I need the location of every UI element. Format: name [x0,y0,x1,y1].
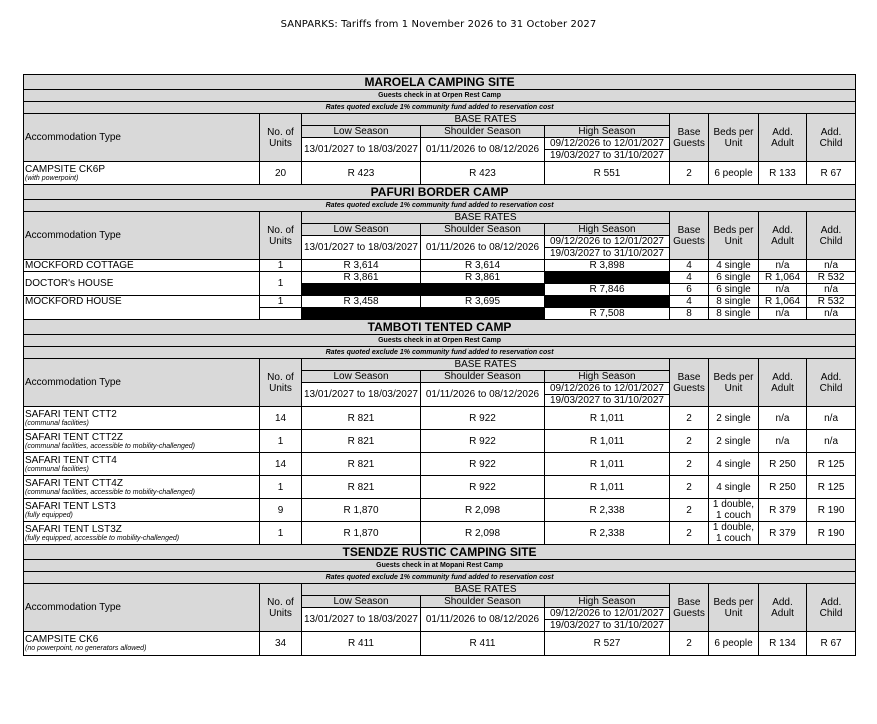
add-adult-cell: R 250 [759,476,807,499]
add-child-cell: n/a [807,308,856,320]
add-adult-cell: R 134 [759,632,807,656]
header-unit: Unit [724,382,743,394]
header-child: Child [819,607,843,619]
header-no-of: No. of [267,596,294,608]
base-guests-cell: 2 [670,162,709,185]
accommodation-note: (communal facilities, accessible to mobility-challenged) [25,442,196,450]
base-guests-cell: 2 [670,522,709,545]
low-rate-cell: R 821 [302,453,421,476]
header-accommodation-type: Accommodation Type [24,584,260,632]
header-shoulder-season: Shoulder Season [421,371,545,383]
header-accommodation-type: Accommodation Type [24,212,260,260]
shoulder-rate-cell: R 423 [421,162,545,185]
header-add-child [807,212,856,260]
header-add: Add. [820,371,842,383]
high-rate-cell: R 1,011 [545,407,670,430]
add-adult-cell: n/a [759,260,807,272]
add-adult-cell: R 379 [759,522,807,545]
add-adult-cell: n/a [759,284,807,296]
shoulder-rate-cell: R 3,695 [421,296,545,308]
beds-cell: 6 single [709,272,759,284]
rates-note-row [24,200,856,212]
header-base-rates: BASE RATES [302,359,670,371]
header-low-season: Low Season [302,126,421,138]
rates-note-row [24,347,856,359]
low-rate-cell: R 411 [302,632,421,656]
section-title-row [24,75,856,90]
base-guests-cell: 2 [670,476,709,499]
header-beds-per: Beds per [713,126,754,138]
section-title-row [24,320,856,335]
tariff-table [23,74,856,656]
add-adult-cell: n/a [759,308,807,320]
header-base: Base [677,126,701,138]
add-adult-cell: R 133 [759,162,807,185]
header-no-of-units [260,584,302,632]
beds-value: 6 people [714,167,753,179]
header-high-season: High Season [545,224,670,236]
header-adult: Adult [771,137,794,149]
shoulder-rate-cell: R 922 [421,453,545,476]
base-guests-cell: 2 [670,632,709,656]
low-rate-cell: R 3,458 [302,296,421,308]
header-beds-per: Beds per [713,371,754,383]
checkin-row [24,90,856,102]
accommodation-row [24,499,856,522]
header-base-guests [670,114,709,162]
blacked-out-cell [302,308,421,320]
header-shoulder-season: Shoulder Season [421,224,545,236]
accommodation-name-cell [24,522,260,545]
checkin-note: Guests check in at Orpen Rest Camp [24,90,856,102]
accommodation-note: (communal facilities) [25,419,89,427]
shoulder-rate-cell: R 922 [421,430,545,453]
units-cell: 1 [260,476,302,499]
high-rate-cell: R 1,011 [545,430,670,453]
header-unit: Unit [724,607,743,619]
shoulder-rate-cell: R 922 [421,476,545,499]
shoulder-rate-cell: R 922 [421,407,545,430]
accommodation-note: (communal facilities, accessible to mobility-challenged) [25,488,196,496]
base-guests-cell: 8 [670,308,709,320]
units-cell: 1 [260,296,302,308]
add-child-cell: n/a [807,407,856,430]
shoulder-rate-cell: R 3,861 [421,272,545,284]
rates-note: Rates quoted exclude 1% community fund added to reservation cost [24,347,856,359]
add-adult-cell: R 250 [759,453,807,476]
beds-value: 6 people [714,638,753,649]
beds-cell [709,407,759,430]
blacked-out-cell [545,296,670,308]
accommodation-name: CAMPSITE CK6 [25,634,99,645]
high-dates-2: 19/03/2027 to 31/10/2027 [550,620,664,631]
header-base-guests [670,359,709,407]
accommodation-note: (fully equipped, accessible to mobility-challenged) [25,534,180,542]
section-title: PAFURI BORDER CAMP [24,185,856,200]
header-add-child [807,359,856,407]
beds-cell: 8 single [709,296,759,308]
header-high-season: High Season [545,126,670,138]
header-add-adult [759,584,807,632]
accommodation-note: (fully equipped) [25,511,73,519]
accommodation-row [24,453,856,476]
header-add: Add. [820,596,842,608]
accommodation-name: MOCKFORD COTTAGE [24,260,260,272]
accommodation-row [24,430,856,453]
high-dates-1: 09/12/2026 to 12/01/2027 [550,236,664,247]
header-add-child [807,114,856,162]
high-rate-cell: R 3,898 [545,260,670,272]
units-cell: 14 [260,453,302,476]
accommodation-name: SAFARI TENT LST3 [25,500,116,512]
accommodation-name: CAMPSITE CK6P [25,163,106,175]
header-base-rates: BASE RATES [302,584,670,596]
header-add: Add. [820,126,842,138]
header-add-adult [759,359,807,407]
section-title: TSENDZE RUSTIC CAMPING SITE [24,545,856,560]
shoulder-rate-cell: R 3,614 [421,260,545,272]
section-title: MAROELA CAMPING SITE [24,75,856,90]
add-child-cell: R 532 [807,296,856,308]
accommodation-name: SAFARI TENT CTT4 [25,454,117,466]
header-add: Add. [772,224,793,236]
accommodation-name-cell [24,476,260,499]
accommodation-name: DOCTOR's HOUSE [24,272,260,296]
header-guests: Guests [673,382,705,394]
header-base-guests [670,212,709,260]
header-adult: Adult [771,382,794,394]
accommodation-row [24,296,856,308]
add-child-cell: R 67 [807,162,856,185]
units-cell: 34 [260,632,302,656]
accommodation-note: (no powerpoint, no generators allowed) [25,645,147,652]
header-no-of: No. of [267,224,294,236]
header-units: Units [269,607,292,619]
accommodation-note: (communal facilities) [25,465,89,473]
rates-note-row [24,572,856,584]
header-high-dates [545,383,670,407]
checkin-row [24,560,856,572]
header-accommodation-type: Accommodation Type [24,359,260,407]
low-rate-cell: R 821 [302,430,421,453]
base-guests-cell: 4 [670,260,709,272]
accommodation-name-cell [24,499,260,522]
accommodation-name: MOCKFORD HOUSE [24,296,260,320]
add-child-cell: R 125 [807,476,856,499]
header-beds-per: Beds per [713,596,754,608]
header-shoulder-season: Shoulder Season [421,126,545,138]
shoulder-rate-cell: R 411 [421,632,545,656]
beds-cell [709,162,759,185]
beds-value: 2 single [716,435,751,447]
add-adult-cell: n/a [759,430,807,453]
beds-line-1: 1 double, [712,522,755,533]
header-guests: Guests [673,137,705,149]
beds-line-1: 1 double, [712,499,755,510]
header-units: Units [269,137,292,149]
header-beds-per-unit [709,584,759,632]
header-low-season: Low Season [302,596,421,608]
header-add: Add. [820,224,842,236]
accommodation-row [24,260,856,272]
header-add: Add. [772,126,793,138]
add-adult-cell: R 1,064 [759,296,807,308]
low-rate-cell: R 1,870 [302,522,421,545]
rates-note: Rates quoted exclude 1% community fund added to reservation cost [24,102,856,114]
header-adult: Adult [771,235,794,247]
low-rate-cell: R 1,870 [302,499,421,522]
high-rate-cell: R 551 [545,162,670,185]
blacked-out-cell [421,308,545,320]
header-shoulder-dates: 01/11/2026 to 08/12/2026 [421,138,545,162]
accommodation-row [24,272,856,284]
beds-cell [709,430,759,453]
header-base: Base [677,596,701,608]
accommodation-name-cell [24,632,260,656]
beds-cell: 6 single [709,284,759,296]
accommodation-name-cell [24,453,260,476]
header-child: Child [819,137,843,149]
header-beds-per: Beds per [713,224,754,236]
high-rate-cell: R 1,011 [545,453,670,476]
header-beds-per-unit [709,114,759,162]
header-guests: Guests [673,235,705,247]
high-rate-cell: R 527 [545,632,670,656]
header-row-top [24,212,856,224]
accommodation-note: (with powerpoint) [25,174,79,182]
accommodation-name: SAFARI TENT CTT2Z [25,431,123,443]
checkin-note: Guests check in at Mopani Rest Camp [24,560,856,572]
beds-value: 2 single [716,412,751,424]
header-add-child [807,584,856,632]
add-adult-cell: R 1,064 [759,272,807,284]
units-cell: 20 [260,162,302,185]
high-dates-1: 09/12/2026 to 12/01/2027 [550,138,664,149]
header-add-adult [759,114,807,162]
header-accommodation-type: Accommodation Type [24,114,260,162]
header-high-dates [545,236,670,260]
header-units: Units [269,382,292,394]
base-guests-cell: 2 [670,499,709,522]
rates-note: Rates quoted exclude 1% community fund added to reservation cost [24,572,856,584]
accommodation-row [24,407,856,430]
add-adult-cell: n/a [759,407,807,430]
units-cell: 1 [260,272,302,296]
header-child: Child [819,235,843,247]
high-rate-cell: R 2,338 [545,522,670,545]
accommodation-name: SAFARI TENT CTT2 [25,408,117,420]
accommodation-row [24,162,856,185]
base-guests-cell: 4 [670,272,709,284]
header-shoulder-season: Shoulder Season [421,596,545,608]
accommodation-row [24,522,856,545]
low-rate-cell: R 3,614 [302,260,421,272]
header-shoulder-dates: 01/11/2026 to 08/12/2026 [421,608,545,632]
high-rate-cell: R 7,508 [545,308,670,320]
header-low-dates: 13/01/2027 to 18/03/2027 [302,383,421,407]
blacked-out-cell [302,284,421,296]
header-low-dates: 13/01/2027 to 18/03/2027 [302,608,421,632]
units-cell: 1 [260,522,302,545]
add-child-cell: R 125 [807,453,856,476]
header-no-of-units [260,212,302,260]
header-low-season: Low Season [302,371,421,383]
high-rate-cell: R 1,011 [545,476,670,499]
beds-cell [709,453,759,476]
header-beds-per-unit [709,359,759,407]
accommodation-name: SAFARI TENT LST3Z [25,523,122,535]
header-units: Units [269,235,292,247]
header-no-of-units [260,359,302,407]
beds-cell: 4 single [709,260,759,272]
beds-cell [709,632,759,656]
add-child-cell: n/a [807,284,856,296]
shoulder-rate-cell: R 2,098 [421,522,545,545]
high-rate-cell: R 7,846 [545,284,670,296]
beds-cell [709,522,759,545]
header-no-of: No. of [267,371,294,383]
accommodation-name-cell [24,162,260,185]
low-rate-cell: R 821 [302,476,421,499]
beds-value: 4 single [716,481,751,493]
high-dates-2: 19/03/2027 to 31/10/2027 [550,395,664,406]
beds-cell [709,499,759,522]
accommodation-name-cell [24,430,260,453]
header-base: Base [677,371,701,383]
rates-note: Rates quoted exclude 1% community fund added to reservation cost [24,200,856,212]
low-rate-cell: R 3,861 [302,272,421,284]
header-low-dates: 13/01/2027 to 18/03/2027 [302,236,421,260]
low-rate-cell: R 423 [302,162,421,185]
header-base-rates: BASE RATES [302,114,670,126]
high-dates-1: 09/12/2026 to 12/01/2027 [550,383,664,394]
low-rate-cell: R 821 [302,407,421,430]
beds-line-2: 1 couch [715,533,752,544]
base-guests-cell: 6 [670,284,709,296]
header-row-top [24,359,856,371]
header-shoulder-dates: 01/11/2026 to 08/12/2026 [421,236,545,260]
header-low-season: Low Season [302,224,421,236]
header-low-dates: 13/01/2027 to 18/03/2027 [302,138,421,162]
add-child-cell: n/a [807,430,856,453]
page-title: SANPARKS: Tariffs from 1 November 2026 to 31 October 2027 [280,19,597,30]
header-no-of: No. of [267,126,294,138]
header-add: Add. [772,371,793,383]
base-guests-cell: 4 [670,296,709,308]
add-child-cell: n/a [807,260,856,272]
header-no-of-units [260,114,302,162]
add-child-cell: R 190 [807,499,856,522]
header-row-top [24,114,856,126]
rates-note-row [24,102,856,114]
shoulder-rate-cell: R 2,098 [421,499,545,522]
units-cell: 1 [260,260,302,272]
checkin-note: Guests check in at Orpen Rest Camp [24,335,856,347]
accommodation-row [24,476,856,499]
base-guests-cell: 2 [670,430,709,453]
beds-cell: 8 single [709,308,759,320]
header-beds-per-unit [709,212,759,260]
add-child-cell: R 190 [807,522,856,545]
blacked-out-cell [545,272,670,284]
add-child-cell: R 532 [807,272,856,284]
accommodation-name-cell [24,407,260,430]
section-title-row [24,185,856,200]
header-unit: Unit [724,235,743,247]
header-base-guests [670,584,709,632]
header-adult: Adult [771,607,794,619]
add-child-cell: R 67 [807,632,856,656]
accommodation-name: SAFARI TENT CTT4Z [25,477,123,489]
header-high-dates [545,138,670,162]
header-row-top [24,584,856,596]
header-high-dates [545,608,670,632]
add-adult-cell: R 379 [759,499,807,522]
section-title: TAMBOTI TENTED CAMP [24,320,856,335]
header-high-season: High Season [545,596,670,608]
high-rate-cell: R 2,338 [545,499,670,522]
base-guests-cell: 2 [670,407,709,430]
units-cell: 1 [260,430,302,453]
header-high-season: High Season [545,371,670,383]
beds-cell [709,476,759,499]
high-dates-1: 09/12/2026 to 12/01/2027 [550,608,664,619]
header-base: Base [677,224,701,236]
header-unit: Unit [724,137,743,149]
base-guests-cell: 2 [670,453,709,476]
blacked-out-cell [421,284,545,296]
beds-line-2: 1 couch [715,510,752,521]
header-base-rates: BASE RATES [302,212,670,224]
units-cell: 9 [260,499,302,522]
header-add-adult [759,212,807,260]
header-shoulder-dates: 01/11/2026 to 08/12/2026 [421,383,545,407]
accommodation-row [24,632,856,656]
checkin-row [24,335,856,347]
section-title-row [24,545,856,560]
units-cell: 14 [260,407,302,430]
header-guests: Guests [673,607,705,619]
units-cell-empty [260,308,302,320]
header-add: Add. [772,596,793,608]
high-dates-2: 19/03/2027 to 31/10/2027 [550,248,664,259]
high-dates-2: 19/03/2027 to 31/10/2027 [550,150,664,161]
beds-value: 4 single [716,458,751,470]
tariff-table-body [24,75,856,656]
header-child: Child [819,382,843,394]
